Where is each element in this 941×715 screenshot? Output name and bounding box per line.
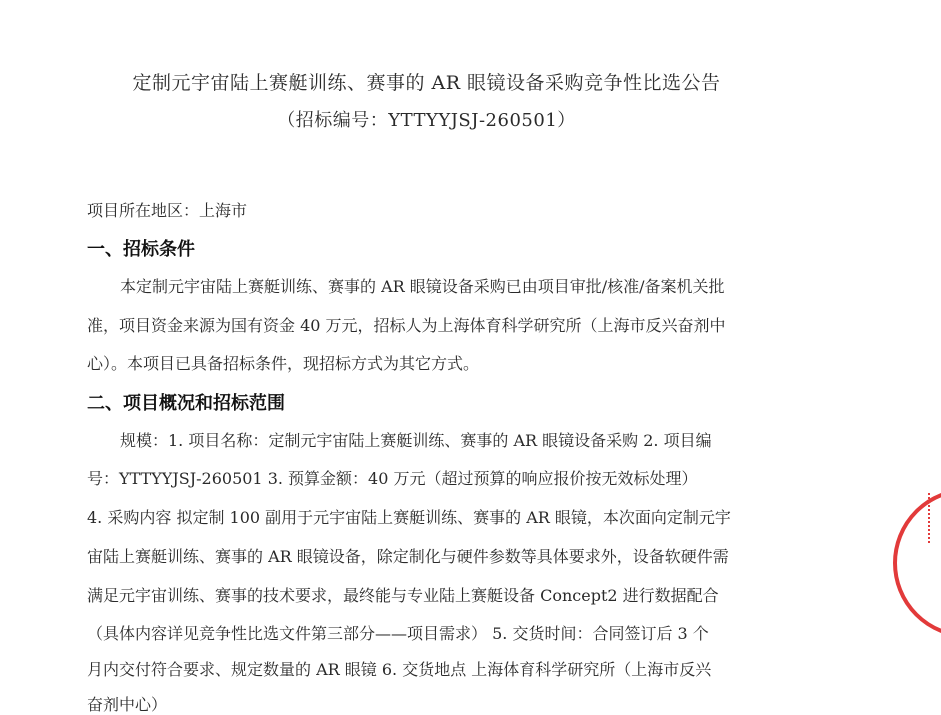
official-seal-dots bbox=[928, 493, 941, 543]
paragraph-line: 心）。本项目已具备招标条件，现招标方式为其它方式。 bbox=[87, 354, 480, 373]
paragraph-line: 奋剂中心） bbox=[87, 695, 168, 714]
paragraph-line: 号：YTTYYJSJ-260501 3. 预算金额：40 万元（超过预算的响应报价按无效标处理） bbox=[87, 469, 698, 488]
paragraph-line: 规模：1. 项目名称：定制元宇宙陆上赛艇训练、赛事的 AR 眼镜设备采购 2. 项目编 bbox=[120, 431, 712, 450]
paragraph-line: 满足元宇宙训练、赛事的技术要求，最终能与专业陆上赛艇设备 Concept2 进行数据配合 bbox=[87, 586, 719, 605]
paragraph-line: 准，项目资金来源为国有资金 40 万元，招标人为上海体育科学研究所（上海市反兴奋剂中 bbox=[87, 316, 726, 335]
paragraph-line: 本定制元宇宙陆上赛艇训练、赛事的 AR 眼镜设备采购已由项目审批/核准/备案机关批 bbox=[120, 277, 725, 296]
tender-number: （招标编号：YTTYYJSJ-260501） bbox=[277, 110, 576, 131]
paragraph-line: （具体内容详见竞争性比选文件第三部分——项目需求） 5. 交货时间：合同签订后 3 个 bbox=[87, 624, 709, 643]
paragraph-line: 4. 采购内容 拟定制 100 副用于元宇宙陆上赛艇训练、赛事的 AR 眼镜，本次面向定制元宇 bbox=[87, 508, 731, 527]
paragraph-line: 月内交付符合要求、规定数量的 AR 眼镜 6. 交货地点 上海体育科学研究所（上海市反兴 bbox=[87, 660, 712, 679]
document-title: 定制元宇宙陆上赛艇训练、赛事的 AR 眼镜设备采购竞争性比选公告 bbox=[132, 72, 721, 94]
paragraph-line: 宙陆上赛艇训练、赛事的 AR 眼镜设备，除定制化与硬件参数等具体要求外，设备软硬件需 bbox=[87, 547, 729, 566]
project-region: 项目所在地区：上海市 bbox=[87, 201, 248, 220]
section-heading-project-overview: 二、项目概况和招标范围 bbox=[87, 393, 285, 414]
section-heading-bidding-conditions: 一、招标条件 bbox=[87, 239, 195, 260]
